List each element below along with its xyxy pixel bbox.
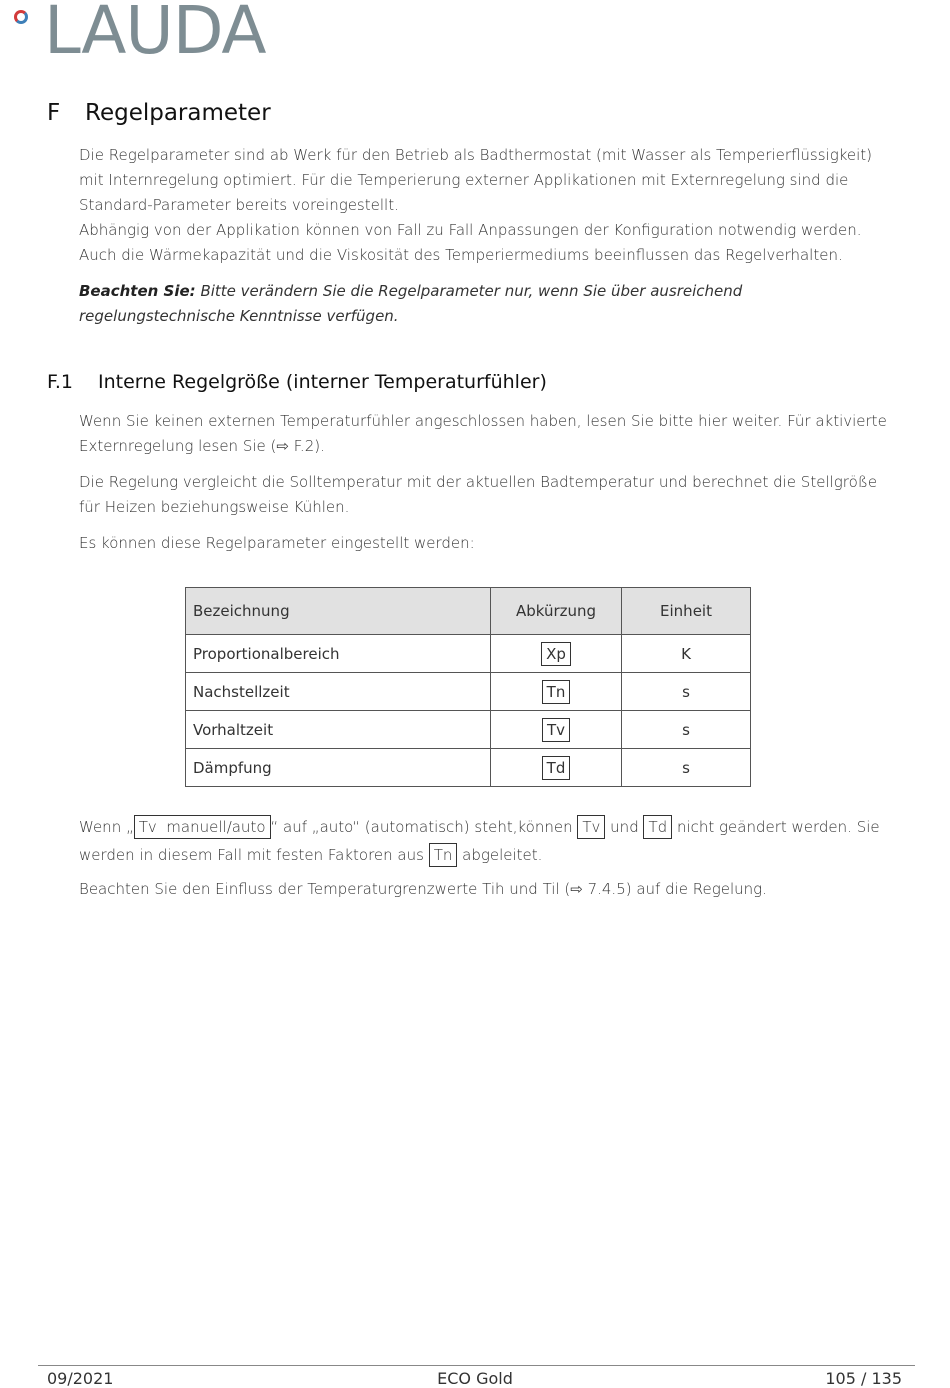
- row-unit: s: [622, 711, 751, 749]
- after-paragraph-2: Beachten Sie den Einfluss der Temperaturgrenzwerte Tih und Til (⇨ 7.4.5) auf die Regelung.: [79, 880, 767, 898]
- key-tv: Tv: [542, 718, 570, 742]
- text-run: “ auf „auto“ (automatisch) steht,können: [270, 818, 578, 836]
- row-unit: K: [622, 635, 751, 673]
- table-header-row: [186, 588, 751, 635]
- text-run: abgeleitet.: [457, 846, 543, 864]
- after-paragraph-1: [79, 813, 901, 869]
- body-block: [79, 409, 901, 556]
- intro-block: [79, 143, 901, 329]
- key-tv-manuell-auto: Tv manuell/auto: [134, 815, 271, 839]
- subsection-heading: [47, 371, 547, 393]
- row-name: Nachstellzeit: [186, 673, 491, 711]
- subsection-title: Interne Regelgröße (interner Temperaturfühler): [98, 371, 547, 393]
- section-title: Regelparameter: [85, 100, 271, 126]
- intro-paragraph-2: Abhängig von der Applikation können von Fall zu Fall Anpassungen der Konfiguration notwendig werden. Auch die Wärmekapazität und die Viskosität des Temperiermediums beeinflussen das Regelverhalten.: [79, 221, 862, 264]
- row-name: Vorhaltzeit: [186, 711, 491, 749]
- logo-ring-icon: [14, 10, 28, 24]
- section-number: F: [47, 100, 61, 126]
- lauda-logo: [14, 0, 294, 69]
- body-paragraph-1: Wenn Sie keinen externen Temperaturfühler angeschlossen haben, lesen Sie bitte hier weiter. Für aktivierte Externregelung lesen Sie (⇨ F.2).: [79, 412, 887, 455]
- header-abkuerzung: Abkürzung: [491, 588, 622, 635]
- row-name: Dämpfung: [186, 749, 491, 787]
- row-name: Proportionalbereich: [186, 635, 491, 673]
- footer-product: ECO Gold: [437, 1369, 513, 1388]
- key-xp: Xp: [541, 642, 571, 666]
- footer-page-number: 105 / 135: [825, 1369, 902, 1388]
- header-einheit: Einheit: [622, 588, 751, 635]
- key-td-inline: Td: [643, 815, 672, 839]
- footer-date: 09/2021: [47, 1369, 114, 1388]
- body-paragraph-2: Die Regelung vergleicht die Solltemperatur mit der aktuellen Badtemperatur und berechnet die Stellgröße für Heizen beziehungsweise Kühlen.: [79, 473, 878, 516]
- table-row: [186, 635, 751, 673]
- table-row: [186, 749, 751, 787]
- key-tn-inline: Tn: [429, 843, 458, 867]
- logo-wordmark: LAUDA: [44, 0, 266, 69]
- intro-paragraph-1: Die Regelparameter sind ab Werk für den Betrieb als Badthermostat (mit Wasser als Temperierflüssigkeit) mit Internregelung optimiert. Für die Temperierung externer Applikationen mit Externregelung sind die Standard-Parameter bereits voreingestellt.: [79, 146, 873, 214]
- row-unit: s: [622, 749, 751, 787]
- header-bezeichnung: Bezeichnung: [186, 588, 491, 635]
- table-row: [186, 711, 751, 749]
- text-run: nicht geändert werden. Sie werden in diesem Fall mit festen Faktoren aus: [79, 818, 880, 864]
- text-run: Wenn „: [79, 818, 134, 836]
- intro-note: [79, 279, 901, 329]
- row-unit: s: [622, 673, 751, 711]
- note-lead: Beachten Sie:: [79, 282, 196, 300]
- parameter-table: [185, 587, 751, 787]
- after-table-block: [79, 813, 901, 902]
- table-row: [186, 673, 751, 711]
- text-run: und: [605, 818, 644, 836]
- key-tv-inline: Tv: [577, 815, 605, 839]
- key-tn: Tn: [542, 680, 571, 704]
- key-td: Td: [542, 756, 571, 780]
- section-heading: [47, 100, 271, 126]
- body-paragraph-3: Es können diese Regelparameter eingestellt werden:: [79, 534, 475, 552]
- subsection-number: F.1: [47, 371, 74, 393]
- note-text: Bitte verändern Sie die Regelparameter nur, wenn Sie über ausreichend regelungstechnische Kenntnisse verfügen.: [79, 282, 743, 325]
- footer-divider: [38, 1365, 915, 1366]
